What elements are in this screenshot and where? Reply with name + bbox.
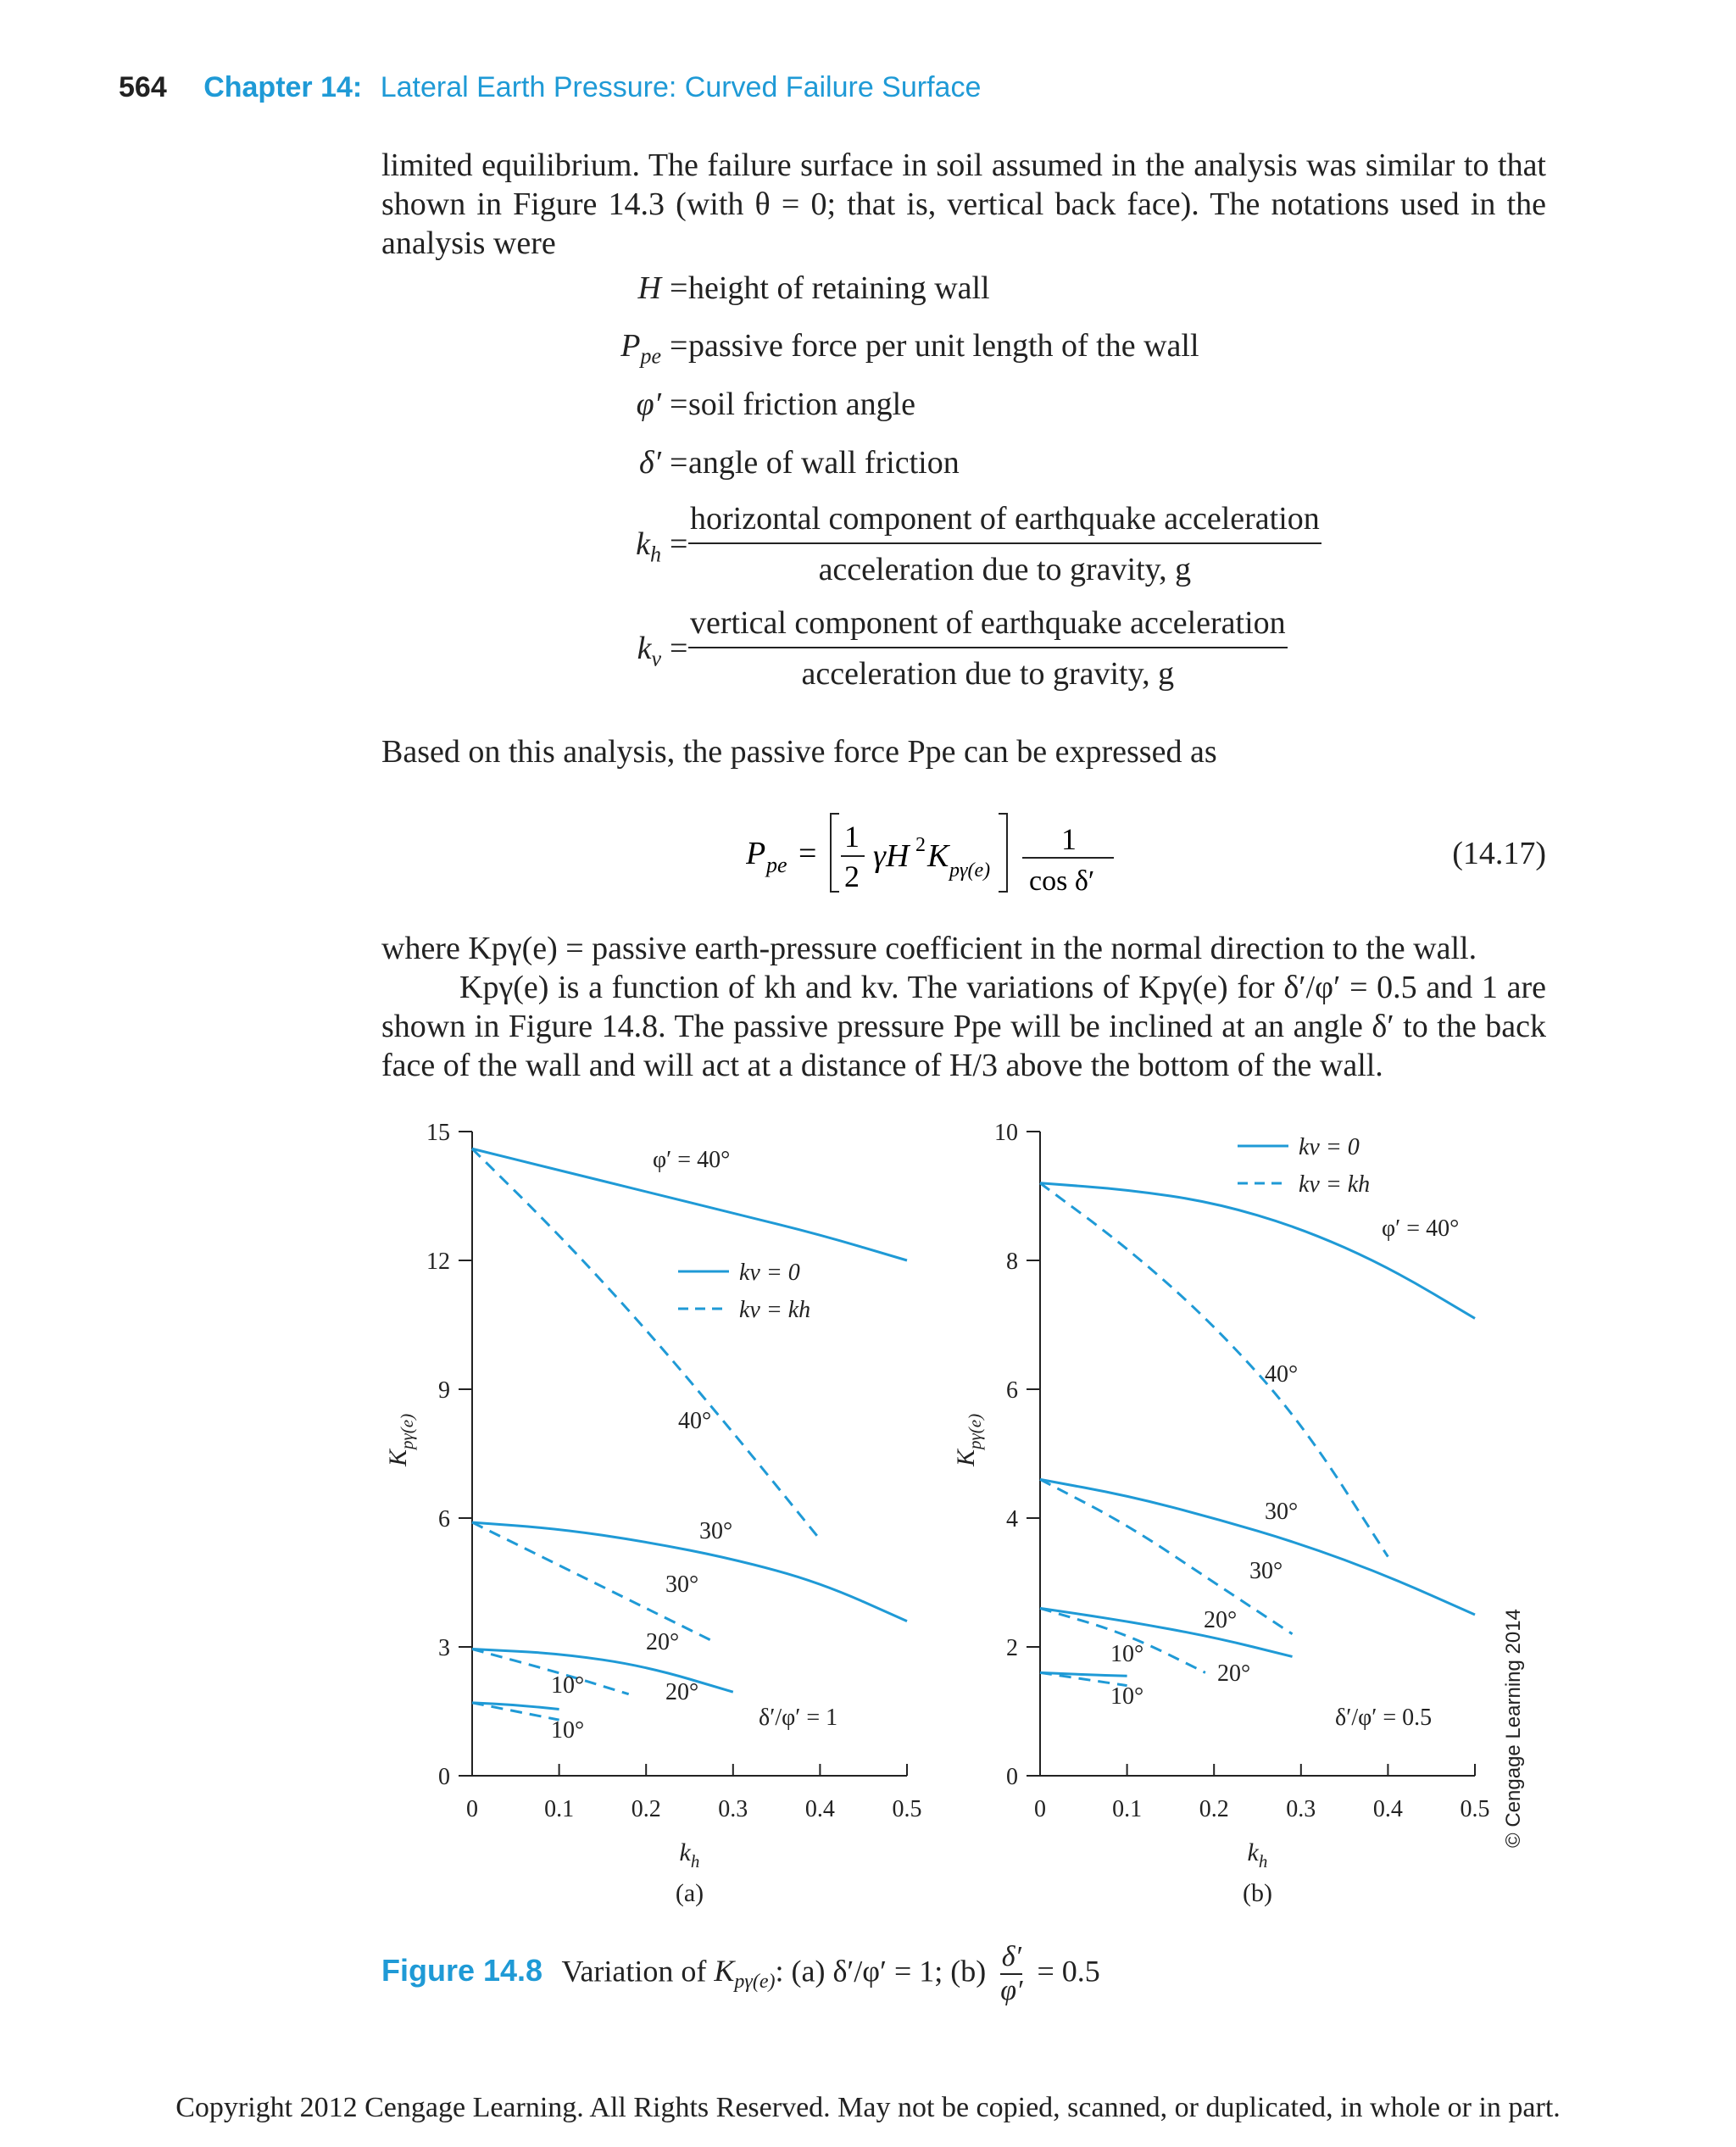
series-label: 40° (1265, 1361, 1299, 1388)
svg-text:1: 1 (1061, 822, 1077, 856)
y-axis-label (952, 1414, 985, 1467)
equation-14-17 (746, 800, 1339, 902)
image-credit: © Cengage Learning 2014 (1502, 1609, 1525, 1848)
x-axis-label: $k_h$ (679, 1838, 700, 1872)
notation-symbol: φ′ (636, 387, 661, 422)
x-tick-label: 0.2 (631, 1796, 661, 1822)
series-label: 10° (551, 1717, 585, 1744)
panel-label: (b) (1243, 1879, 1272, 1907)
fraction-denominator: acceleration due to gravity, g (818, 552, 1192, 587)
x-tick-label: 0 (1034, 1796, 1046, 1822)
series-line-solid (1040, 1672, 1127, 1676)
y-axis-label (384, 1414, 417, 1467)
x-tick-label: 0.3 (718, 1796, 748, 1822)
x-tick-label: 0.1 (544, 1796, 575, 1822)
x-tick-label: 0.4 (804, 1796, 835, 1822)
ratio-annotation: δ′/φ′ = 1 (759, 1705, 838, 1731)
y-tick-label: 0 (438, 1764, 450, 1790)
figure-14-8 (373, 1110, 1560, 1907)
fraction-numerator: horizontal component of earthquake acceleration (688, 500, 1321, 544)
based-paragraph: Based on this analysis, the passive force Ppe can be expressed as (381, 734, 1217, 770)
body-paragraph: Kpγ(e) is a function of kh and kv. The variations of Kpγ(e) for δ′/φ′ = 0.5 and 1 are shown in Figure 14.8. The passive pressure Ppe will be inclined at an angle δ′ to the back face of the wall and will act at a distance of H/3 above the bottom of the wall. (381, 970, 1546, 1083)
where-paragraph: where Kpγ(e) = passive earth-pressure coefficient in the normal direction to the wall. (381, 931, 1477, 966)
equation-graphic (746, 800, 1339, 902)
y-tick-label: 3 (438, 1635, 450, 1661)
y-tick-label: 9 (438, 1377, 450, 1404)
legend-label: kv = kh (739, 1297, 811, 1323)
chapter-title: Lateral Earth Pressure: Curved Failure Surface (380, 71, 982, 103)
intro-paragraph: limited equilibrium. The failure surface in soil assumed in the analysis was similar to that shown in Figure 14.3 (with θ = 0; that is, vertical back face). The notations used in the analysis were (381, 147, 1546, 261)
svg-text:=: = (798, 836, 817, 871)
y-tick-label: 10 (994, 1120, 1018, 1146)
fraction-numerator: vertical component of earthquake acceleration (688, 604, 1288, 648)
y-tick-label: 12 (426, 1249, 450, 1275)
x-axis-label: $k_h$ (1247, 1838, 1268, 1872)
series-label: 30° (1249, 1558, 1283, 1584)
series-line-dashed (1040, 1479, 1293, 1633)
notation-definition: angle of wall friction (688, 445, 960, 481)
copyright-footer: Copyright 2012 Cengage Learning. All Rights Reserved. May not be copied, scanned, or duplicated, in whole or in part. (175, 2092, 1561, 2123)
x-tick-label: 0.5 (892, 1796, 922, 1822)
series-label: 40° (678, 1408, 712, 1434)
series-label: 10° (1110, 1641, 1144, 1667)
legend-label: kv = 0 (1299, 1134, 1360, 1160)
series-label: 20° (1217, 1660, 1251, 1687)
y-tick-label: 15 (426, 1120, 450, 1146)
series-label: φ′ = 40° (653, 1147, 731, 1173)
y-tick-label: 4 (1006, 1506, 1018, 1532)
legend-label: kv = kh (1299, 1171, 1371, 1198)
page-number: 564 (119, 71, 167, 103)
equation-number: (14.17) (1452, 836, 1546, 871)
series-label: 30° (1265, 1499, 1299, 1525)
notation-symbol: H (637, 270, 661, 306)
svg-text:P: P (746, 836, 766, 871)
svg-text:2: 2 (844, 859, 860, 893)
svg-text:2: 2 (915, 834, 926, 856)
figure-caption: Figure 14.8 Variation of $K_{p\gamma(e)}$: (a) δ′/φ′ = 1; (b) $\frac{\delta'}{\varphi'}$ = 0.5 (381, 1941, 1100, 2006)
caption-text-mid: : (a) δ′/φ′ = 1; (b) (775, 1954, 987, 1988)
series-line-dashed (1040, 1183, 1388, 1557)
y-axis-label-text: $K_{p\gamma(e)}$ (952, 1413, 985, 1466)
notation-definition: soil friction angle (688, 387, 916, 422)
series-label: 30° (699, 1518, 733, 1544)
series-line-dashed (472, 1149, 820, 1539)
caption-text-end: = 0.5 (1037, 1954, 1100, 1988)
caption-text-start: Variation of (561, 1954, 707, 1988)
panel-label: (a) (675, 1879, 704, 1907)
x-tick-label: 0.4 (1372, 1796, 1403, 1822)
svg-text:γH: γH (873, 838, 910, 874)
notation-definition: height of retaining wall (688, 270, 990, 306)
fraction-denominator: acceleration due to gravity, g (801, 656, 1175, 692)
series-line-solid (472, 1703, 559, 1710)
svg-text:cos δ′: cos δ′ (1029, 865, 1095, 897)
svg-text:pγ(e): pγ(e) (949, 859, 991, 882)
fraction (688, 500, 1321, 588)
notation-definition: passive force per unit length of the wall (688, 328, 1199, 364)
svg-text:pe: pe (766, 853, 787, 877)
series-label: 20° (665, 1679, 699, 1705)
y-tick-label: 0 (1006, 1764, 1018, 1790)
series-label: 30° (665, 1571, 699, 1598)
running-header (119, 71, 981, 104)
fraction (688, 604, 1288, 692)
svg-text:K: K (927, 838, 949, 874)
y-tick-label: 6 (438, 1506, 450, 1532)
ratio-annotation: δ′/φ′ = 0.5 (1335, 1705, 1433, 1731)
y-axis-label-text: $K_{p\gamma(e)}$ (384, 1413, 417, 1466)
chart-panel-a (384, 1120, 922, 1907)
x-tick-label: 0.1 (1112, 1796, 1143, 1822)
x-tick-label: 0.3 (1286, 1796, 1316, 1822)
series-line-solid (1040, 1608, 1293, 1656)
x-tick-label: 0.5 (1460, 1796, 1490, 1822)
y-tick-label: 8 (1006, 1249, 1018, 1275)
series-label: 10° (1110, 1683, 1144, 1710)
chart-panel-b (952, 1120, 1490, 1907)
figure-svg (373, 1110, 1560, 1907)
legend-label: kv = 0 (739, 1260, 800, 1286)
x-tick-label: 0 (466, 1796, 478, 1822)
series-label: 20° (1204, 1607, 1238, 1633)
series-line-solid (1040, 1479, 1475, 1615)
chapter-label: Chapter 14: (203, 71, 363, 103)
series-label: 10° (551, 1672, 585, 1699)
series-label: 20° (646, 1629, 680, 1655)
y-tick-label: 6 (1006, 1377, 1018, 1404)
notation-symbol: δ′ (639, 445, 661, 481)
series-label: φ′ = 40° (1382, 1215, 1460, 1242)
svg-text:1: 1 (844, 820, 860, 854)
x-tick-label: 0.2 (1199, 1796, 1229, 1822)
caption-label: Figure 14.8 (381, 1953, 543, 1988)
y-tick-label: 2 (1006, 1635, 1018, 1661)
series-line-solid (1040, 1183, 1475, 1319)
